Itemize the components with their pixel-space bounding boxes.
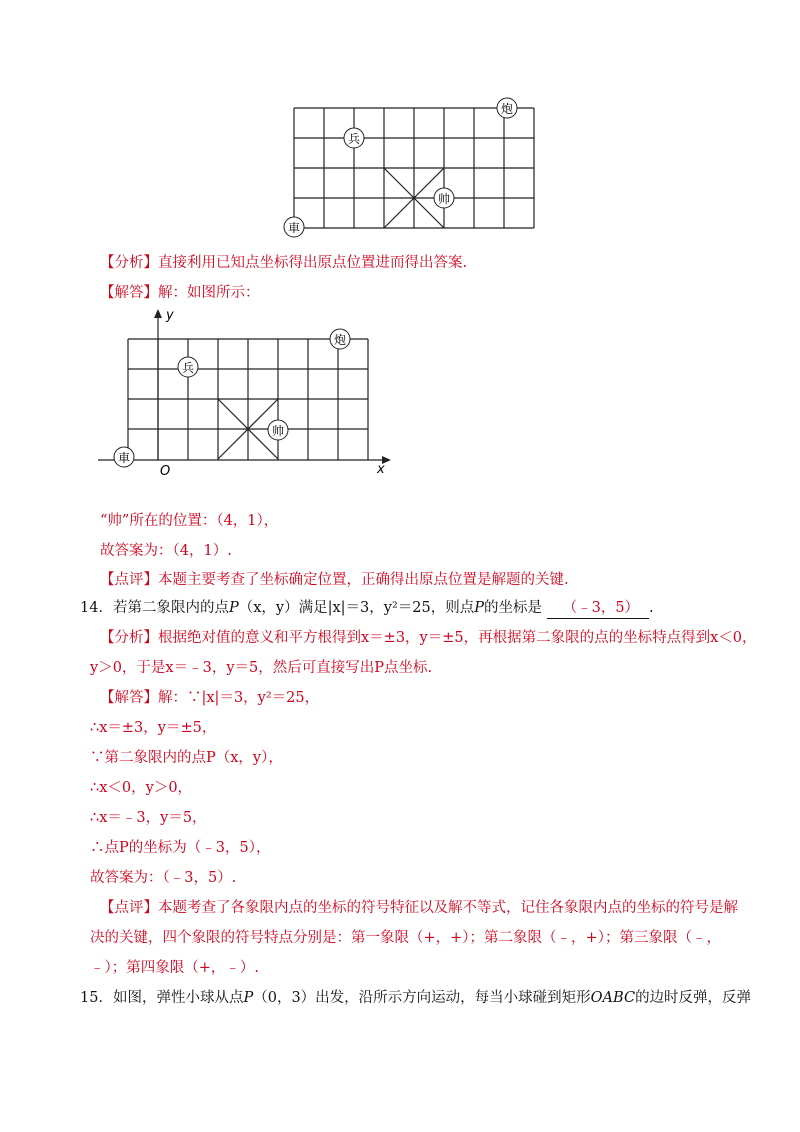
position-line: “帅”所在的位置：（4，1）， <box>100 513 279 529</box>
piece-ju <box>114 447 134 467</box>
solution-step: ∵第二象限内的点P（x，y）， <box>90 750 283 766</box>
svg-text:車: 車 <box>287 221 301 235</box>
origin-label: O <box>160 464 171 479</box>
svg-text:兵: 兵 <box>347 132 361 146</box>
svg-text:兵: 兵 <box>181 361 195 375</box>
solution-step: ∴x＝±3，y＝±5， <box>90 720 217 736</box>
comment-line: 【点评】本题考查了各象限内点的坐标的符号特征以及解不等式，记住各象限内点的坐标的符号是解 <box>100 900 738 916</box>
question-15: 15．如图，弹性小球从点P（0，3）出发，沿所示方向运动，每当小球碰到矩形OABC的边时反弹，反弹 <box>80 990 752 1006</box>
solution-line: 【解答】解：如图所示： <box>100 285 260 301</box>
solution-step: ∴x＝﹣3，y＝5， <box>90 810 207 826</box>
solution-step: ∴点P的坐标为（﹣3，5）， <box>90 840 271 856</box>
analysis-line: 【分析】根据绝对值的意义和平方根得到x＝±3，y＝±5，再根据第二象限的点的坐标特点得到x＜0， <box>100 630 757 646</box>
piece-pao <box>497 98 517 118</box>
chess-grid-figure <box>282 96 542 241</box>
piece-bing <box>178 357 198 377</box>
solution-line: 【解答】解：∵|x|＝3，y²＝25， <box>100 690 320 706</box>
piece-shuai <box>434 188 454 208</box>
svg-text:車: 車 <box>117 451 131 465</box>
piece-pao <box>330 329 350 349</box>
piece-shuai <box>268 420 288 440</box>
analysis-line-cont: y＞0，于是x＝﹣3，y＝5，然后可直接写出P点坐标. <box>90 660 433 676</box>
solution-step: ∴x＜0，y＞0， <box>90 780 193 796</box>
comment-line-cont: ﹣）；第四象限（+，﹣）. <box>90 960 260 976</box>
comment-line: 【点评】本题主要考查了坐标确定位置，正确得出原点位置是解题的关键. <box>100 572 569 588</box>
svg-text:帅: 帅 <box>271 424 285 438</box>
x-axis-label: x <box>377 462 385 477</box>
svg-text:炮: 炮 <box>500 102 514 116</box>
svg-text:帅: 帅 <box>437 192 451 206</box>
analysis-line: 【分析】直接利用已知点坐标得出原点位置进而得出答案. <box>100 255 468 271</box>
svg-text:炮: 炮 <box>333 333 347 347</box>
answer-line: 故答案为：（﹣3，5）. <box>90 870 237 886</box>
comment-line-cont: 决的关键，四个象限的符号特点分别是：第一象限（+，+）；第二象限（﹣，+）；第三象限（﹣， <box>90 930 721 946</box>
answer-blank: （﹣3，5） <box>547 598 649 619</box>
question-14: 14．若第二象限内的点P（x，y）满足|x|＝3，y²＝25，则点P的坐标是 （﹣3，5） . <box>80 598 654 619</box>
piece-ju <box>284 217 304 237</box>
answer-line: 故答案为：（4，1）. <box>100 543 232 559</box>
y-axis-label: y <box>166 308 174 323</box>
piece-bing <box>344 128 364 148</box>
chess-grid-axes-figure <box>94 305 394 480</box>
